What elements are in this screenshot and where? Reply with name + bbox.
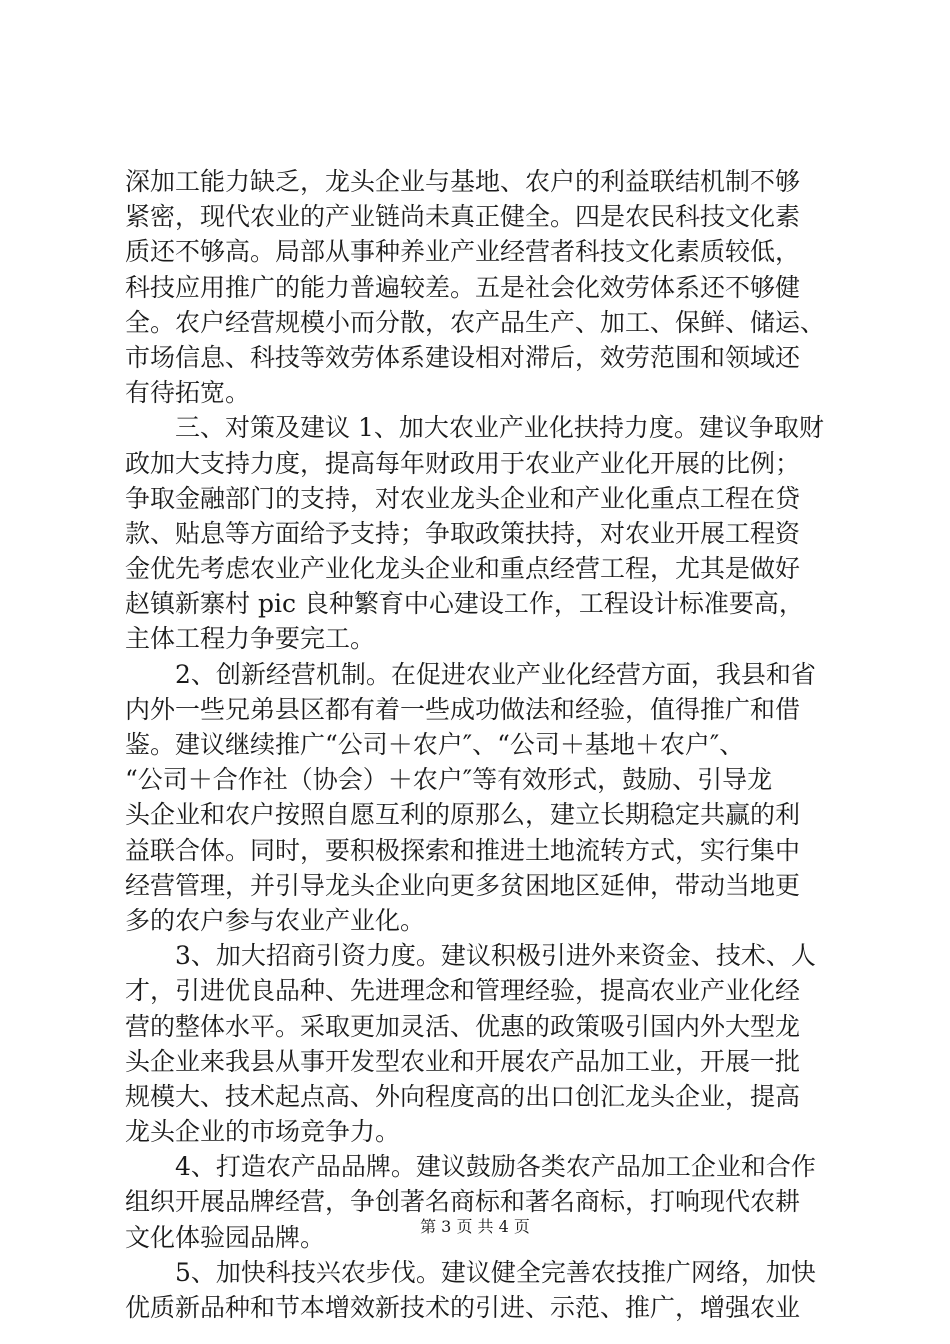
text-line: 3、加大招商引资力度。建议积极引进外来资金、技术、人 (125, 941, 816, 971)
text-line: 头企业来我县从事开发型农业和开展农产品加工业，开展一批 (125, 1046, 801, 1076)
text-line: 鉴。建议继续推广“公司＋农户″、“公司＋基地＋农户″、 (125, 730, 745, 759)
text-line: 赵镇新寨村 pic 良种繁育中心建设工作，工程设计标准要高， (125, 589, 804, 619)
text-line: 内外一些兄弟县区都有着一些成功做法和经验，值得推广和借 (125, 694, 801, 724)
text-line: 质还不够高。局部从事种养业产业经营者科技文化素质较低， (125, 237, 801, 267)
text-line: 三、对策及建议 1、加大农业产业化扶持力度。建议争取财 (125, 413, 824, 443)
text-line: 规模大、技术起点高、外向程度高的出口创汇龙头企业，提高 (125, 1081, 801, 1111)
text-line: 营的整体水平。采取更加灵活、优惠的政策吸引国内外大型龙 (125, 1011, 801, 1041)
text-line: 深加工能力缺乏，龙头企业与基地、农户的利益联结机制不够 (125, 167, 801, 196)
text-line: 头企业和农户按照自愿互利的原那么，建立长期稳定共赢的利 (125, 800, 801, 830)
text-line: “公司＋合作社（协会）＋农户″等有效形式，鼓励、引导龙 (125, 765, 773, 795)
text-line: 金优先考虑农业产业化龙头企业和重点经营工程，尤其是做好 (125, 554, 801, 584)
text-line: 争取金融部门的支持，对农业龙头企业和产业化重点工程在贷 (125, 483, 801, 513)
text-line: 全。农户经营规模小而分散，农产品生产、加工、保鲜、储运、 (125, 307, 826, 337)
text-line: 经营管理，并引导龙头企业向更多贫困地区延伸，带动当地更 (125, 870, 801, 900)
text-line: 多的农户参与农业产业化。 (125, 905, 426, 935)
text-line: 紧密，现代农业的产业链尚未真正健全。四是农民科技文化素 (125, 202, 801, 232)
text-line: 文化体验园品牌。 (125, 1222, 326, 1252)
text-line: 5、加快科技兴农步伐。建议健全完善农技推广网络，加快 (125, 1257, 816, 1287)
text-line: 市场信息、科技等效劳体系建设相对滞后，效劳范围和领域还 (125, 342, 801, 372)
body-text (125, 164, 845, 1325)
text-line: 2、创新经营机制。在促进农业产业化经营方面，我县和省 (125, 659, 816, 689)
text-line: 有待拓宽。 (125, 378, 251, 408)
text-line: 组织开展品牌经营，争创著名商标和著名商标，打响现代农耕 (125, 1187, 801, 1217)
text-line: 政加大支持力度，提高每年财政用于农业产业化开展的比例； (125, 448, 801, 478)
text-line: 龙头企业的市场竞争力。 (125, 1117, 401, 1147)
text-line: 优质新品种和节本增效新技术的引进、示范、推广，增强农业 (125, 1293, 801, 1322)
text-line: 才，引进优良品种、先进理念和管理经验，提高农业产业化经 (125, 976, 801, 1006)
text-line: 款、贴息等方面给予支持；争取政策扶持，对农业开展工程资 (125, 518, 801, 548)
text-line: 科技应用推广的能力普遍较差。五是社会化效劳体系还不够健 (125, 272, 801, 302)
text-line: 4、打造农产品品牌。建议鼓励各类农产品加工企业和合作 (125, 1152, 816, 1182)
page-footer: 第 3 页 共 4 页 (420, 1217, 530, 1236)
text-line: 主体工程力争要完工。 (125, 624, 376, 654)
text-line: 益联合体。同时，要积极探索和推进土地流转方式，实行集中 (125, 835, 801, 865)
